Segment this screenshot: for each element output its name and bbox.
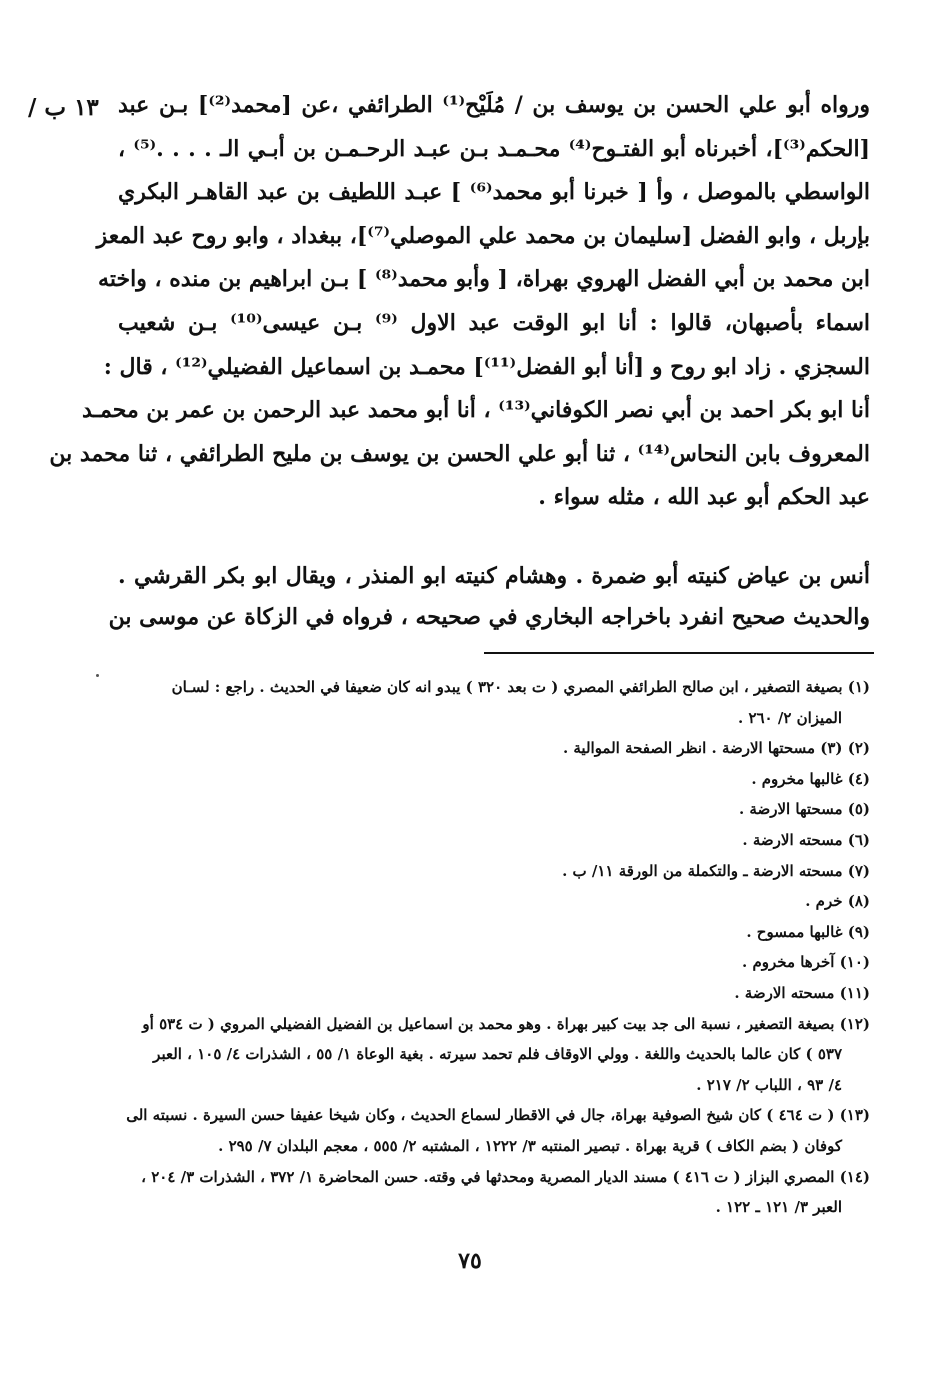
footnote-5 xyxy=(100,794,870,825)
footnote-line: ٤/ ٩٣ ، اللباب ٢/ ٢١٧ . xyxy=(696,1075,842,1094)
footnote-line: (٥) مسحتها الارضة . xyxy=(738,800,870,819)
main-line: اسماء بأصبهان، قالوا : أنا ابو الوقت عبد الاول ⁽⁹⁾ بـن عيسى⁽¹⁰⁾ بـن شعيب xyxy=(118,309,870,336)
footnote-13 xyxy=(100,1100,870,1161)
footnote-8 xyxy=(100,886,870,917)
footnote-1 xyxy=(100,672,870,733)
main-line: أنا ابو بكر احمد بن أبي نصر الكوفاني⁽¹³⁾ ، أنا أبو محمد عبد الرحمن بن عمر بن محمـد xyxy=(82,397,870,424)
footnote-line: كوفان ( بضم الكاف ) قرية بهراة . تبصير المنتبه ٣/ ١٢٢٢ ، المشتبه ٢/ ٥٥٥ ، معجم البلدان ٧/ ٢٩٥ . xyxy=(218,1136,842,1155)
footnote-line: (٧) مسحته الارضة ـ والتكملة من الورقة ١١/ ب . xyxy=(562,861,870,880)
main-line: المعروف بابن النحاس⁽¹⁴⁾ ، ثنا أبو علي الحسن بن يوسف بن مليح الطرائفي ، ثنا محمد بن xyxy=(49,440,870,467)
footnote-line: (١) بصيغة التصغير ، ابن صالح الطرائفي المصري ( ت بعد ٣٢٠ ) يبدو انه كان ضعيفا في الحديث . راجع : لسـان xyxy=(171,678,870,696)
folio-marker: ١٣ ب / xyxy=(28,94,99,121)
footnote-14 xyxy=(100,1162,870,1223)
footnote-line: (١١) مسحته الارضة . xyxy=(734,983,870,1002)
footnote-10 xyxy=(100,947,870,978)
footnote-line: (٩) غالبها ممسوح . xyxy=(746,922,870,941)
footnotes-block xyxy=(100,672,870,1223)
main-line: السجزي . زاد ابو روح و [أنا أبو الفضل⁽¹¹⁾] محمـد بن اسماعيل الفضيلي⁽¹²⁾ ، قال : xyxy=(103,353,870,380)
para2-line: أنس بن عياض كنيته أبو ضمرة . وهشام كنيته ابو المنذر ، ويقال ابو بكر القرشي . xyxy=(118,563,870,589)
page-number: ٧٥ xyxy=(458,1248,482,1274)
main-line: بإربل ، وابو الفضل [سليمان بن محمد علي الموصلي⁽⁷⁾]، ببغداد ، وابو روح عبد المعز xyxy=(96,222,870,249)
footnote-11 xyxy=(100,978,870,1009)
ink-speck xyxy=(96,674,99,677)
footnote-7 xyxy=(100,856,870,887)
footnote-line: (١٤) المصري البزاز ( ت ٤١٦ ) مسند الديار المصرية ومحدثها في وقته. حسن المحاضرة ١/ ٣٧٢ ، الشذرات ٣/ ٢٠٤ ، xyxy=(141,1167,870,1186)
footnote-line: ٥٣٧ ) كان عالما بالحديث واللغة . وولي الاوقاف فلم تحمد سيرته . بغية الوعاة ١/ ٥٥ ، الشذرات ٤/ ١٠٥ ، العبر xyxy=(153,1045,842,1064)
footnote-separator xyxy=(484,652,874,654)
footnote-line: (١٠) آخرها مخروم . xyxy=(742,953,870,972)
main-line: الواسطي بالموصل ، وأ [ خبرنا أبو محمد⁽⁶⁾ ] عبـد اللطيف بن عبد القاهـر البكري xyxy=(118,179,870,206)
footnote-line: الميزان ٢/ ٢٦٠ . xyxy=(737,708,842,727)
footnote-2-3 xyxy=(100,733,870,764)
footnote-line: (١٢) بصيغة التصغير ، نسبة الى جد بيت كبير بهراة . وهو محمد بن اسماعيل بن الفضيل الفضيلي المروي ( ت ٥٣٤ أو xyxy=(142,1014,870,1033)
second-paragraph xyxy=(108,556,870,638)
footnote-line: (١٣) ( ت ٤٦٤ ) كان شيخ الصوفية بهراة، جال في الاقطار لسماع الحديث ، وكان شيخا عفيفا حسن السيرة . نسبته الى xyxy=(126,1106,870,1125)
para2-line: والحديث صحيح انفرد باخراجه البخاري في صحيحه ، فرواه في الزكاة عن موسى بن xyxy=(108,604,870,630)
main-line: ابن محمد بن أبي الفضل الهروي بهراة، [ وأبو محمد⁽⁸⁾ ] بـن ابراهيم بن منده ، واخته xyxy=(98,266,870,293)
footnote-line: (٢) (٣) مسحتها الارضة . انظر الصفحة الموالية . xyxy=(562,739,870,758)
footnote-6 xyxy=(100,825,870,856)
footnote-9 xyxy=(100,917,870,948)
footnote-12 xyxy=(100,1009,870,1101)
main-line: عبد الحكم أبو عبد الله ، مثله سواء . xyxy=(538,484,870,511)
footnote-4 xyxy=(100,764,870,795)
main-line: ورواه أبو علي الحسن بن يوسف بن / مُلَيْح⁽¹⁾ الطرائفي ،عن [محمد⁽²⁾] بـن عبد xyxy=(118,92,870,118)
footnote-line: (٤) غالبها مخروم . xyxy=(751,769,870,788)
footnote-line: العبر ٣/ ١٢١ ـ ١٢٢ . xyxy=(715,1198,842,1217)
main-line: [الحكم⁽³⁾]، أخبرناه أبو الفتـوح⁽⁴⁾ محـمـد بـن عبـد الرحـمـن بن أبـي الـ . . . .⁽⁵⁾ ، xyxy=(118,135,870,162)
footnote-line: (٨) خرم . xyxy=(805,892,870,911)
footnote-line: (٦) مسحته الارضة . xyxy=(742,830,870,849)
